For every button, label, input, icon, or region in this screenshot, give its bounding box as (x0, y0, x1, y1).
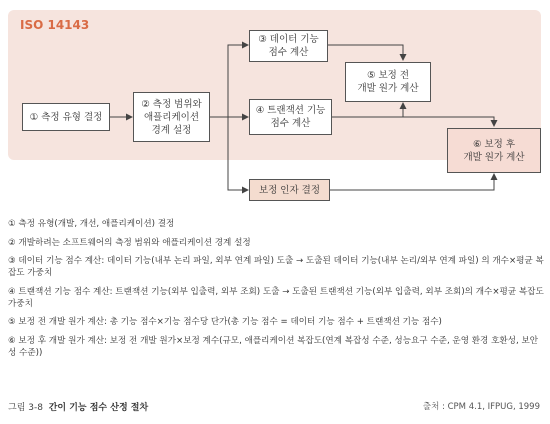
step-5-box: ⑤ 보정 전 개발 원가 계산 (345, 62, 431, 102)
figure-source: 출처 : CPM 4.1, IFPUG, 1999 (422, 402, 540, 412)
figure-title: 간이 기능 점수 산정 절차 (48, 403, 149, 413)
figure-number: 그림 3-8 (8, 403, 43, 413)
step-3-box: ③ 데이터 기능 점수 계산 (249, 30, 328, 62)
arrow-5-6 (403, 103, 494, 126)
step-4-box: ④ 트랜잭션 기능 점수 계산 (249, 99, 332, 135)
step-notes (8, 218, 544, 365)
arrow-2-3 (228, 45, 248, 117)
step-1-box: ① 측정 유형 결정 (22, 103, 110, 131)
arrow-3-5 (328, 45, 403, 60)
step-6-box: ⑥ 보정 후 개발 원가 계산 (447, 128, 541, 173)
note-6: ⑥ 보정 후 개발 원가 계산: 보정 전 개발 원가×보정 계수(규모, 애플리케이션 복잡도(연계 복잡성 수준, 성능요구 수준, 운영 환경 호환성, 보안성 수준)) (8, 335, 539, 358)
arrow-2-7 (228, 117, 248, 190)
step-2-box: ② 측정 범위와 애플리케이션 경계 설정 (133, 92, 210, 142)
note-1: ① 측정 유형(개발, 개선, 애플리케이션) 결정 (8, 219, 175, 229)
note-4: ④ 트랜잭션 기능 점수 계산: 트랜잭션 기능(외부 입출력, 외부 조회) 도출 → 도출된 트랜잭션 기능(외부 입출력, 외부 조회)의 개수×평균 복잡도 가중치 (8, 286, 544, 309)
figure-caption (8, 400, 148, 413)
arrow-4-5 (332, 103, 403, 117)
note-5: ⑤ 보정 전 개발 원가 계산: 총 기능 점수×기능 점수당 단가(총 기능 점수 = 데이터 기능 점수 + 트랜잭션 기능 점수) (8, 317, 442, 327)
note-3: ③ 데이터 기능 점수 계산: 데이터 기능(내부 논리 파일, 외부 연계 파일) 도출 → 도출된 데이터 기능(내부 논리/외부 연계 파일) 의 개수×평균 복잡도 가중치 (8, 256, 544, 278)
iso-label: ISO 14143 (20, 18, 90, 32)
adjustment-factor-box: 보정 인자 결정 (249, 179, 330, 201)
note-2: ② 개발하려는 소프트웨어의 측정 범위와 애플리케이션 경계 설정 (8, 237, 251, 248)
arrow-7-6 (330, 174, 494, 190)
